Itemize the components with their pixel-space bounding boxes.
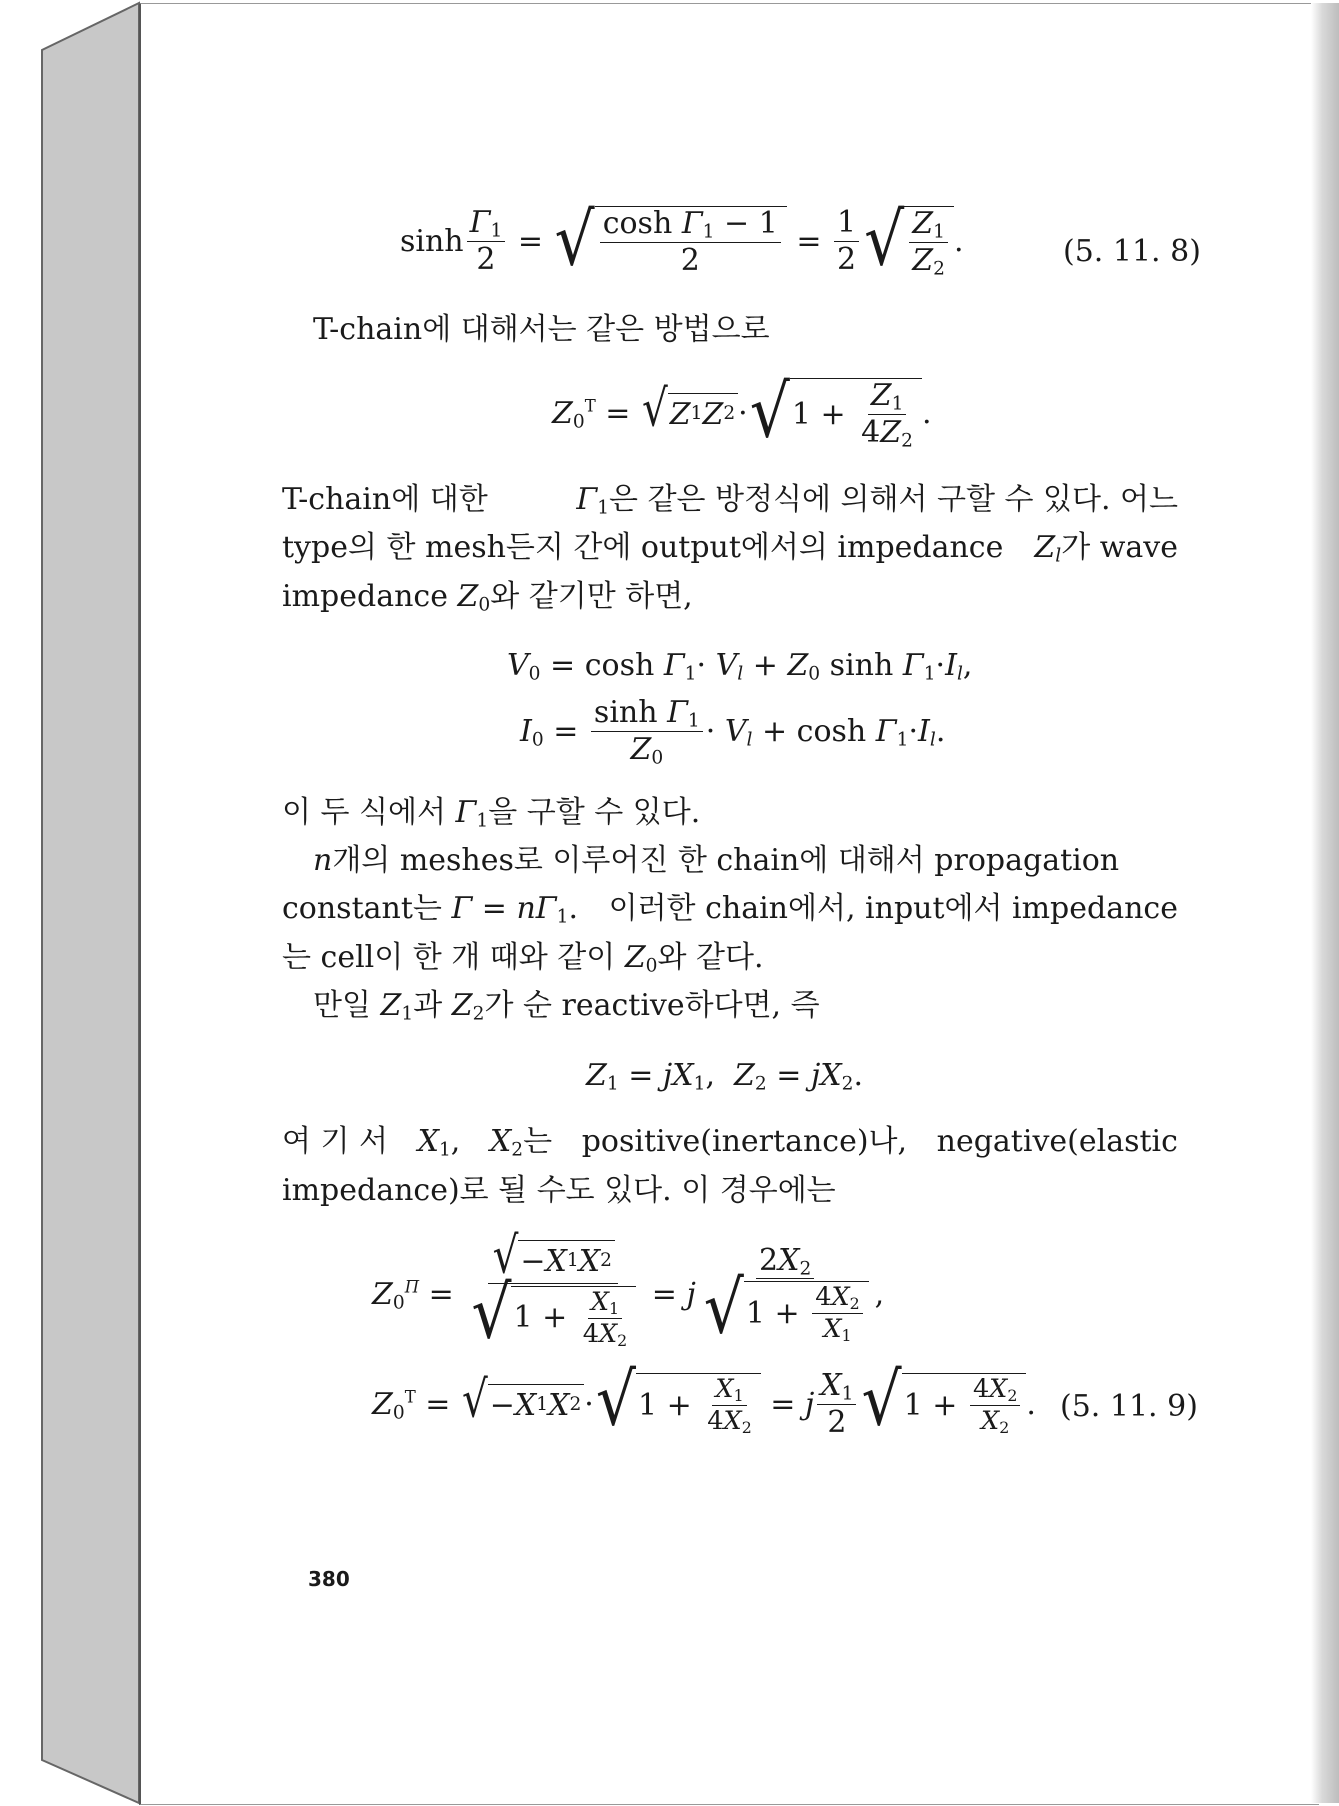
equation-5-11-8: sinh $\frac{\Gamma_1}{2}$ = √ $\frac{\cosh \Gamma_1 - 1}{2}$ = $\frac{1}{2}$ √ $\frac{Z_1}{Z_2}$ . <box>400 197 964 282</box>
equation-v0: $V_0 = \cosh \Gamma_1\cdot V_l + Z_0$ $\sinh \Gamma_1\cdot I_l$, <box>507 648 973 685</box>
text-line-2: T-chain에 대한 $\Gamma_1$은 같은 방정식에 의해서 구할 수 있다. 어느 <box>282 482 1178 519</box>
text-line-5: 이 두 식에서 $\Gamma_1$을 구할 수 있다. <box>282 795 701 832</box>
text-line-8: 는 cell이 한 개 때와 같이 $Z_0$와 같다. <box>282 940 764 977</box>
text-line-10: 여 기 서 $X_1$, $X_2$는 positive(inertance)나, negative(elastic <box>282 1124 1178 1161</box>
equation-i0: $I_0$ = $\frac{\sinh \Gamma_1}{Z_0}$ · $V_l + \cosh \Gamma_1\cdot I_l$. <box>520 695 946 769</box>
equation-number-5-11-9: (5. 11. 9) <box>1060 1389 1198 1424</box>
equation-z0t-chain: $Z_0^T$ = √ Z 1 Z 2 · √ 1 + $\frac{Z_1}{4Z_2}$ . <box>552 369 932 454</box>
text-line-4: impedance $Z_0$와 같기만 하면, <box>282 579 693 616</box>
equation-reactive-z: $Z_1 = jX_1$, $Z_2 = jX_2$. <box>586 1058 864 1095</box>
text-line-9: 만일 $Z_1$과 $Z_2$가 순 reactive하다면, 즉 <box>313 988 820 1025</box>
equation-z0-pi: $Z_0^\Pi$ = √ − X 1 X 2 √ 1 + $\frac{X_1}{4X_2}$ = j $2X_2$ √ 1 + $\frac{4X_2}{X_1}$ , <box>372 1224 885 1355</box>
text-line-7: constant는 $\Gamma = n\Gamma_1$. 이러한 chain에서, input에서 impedance <box>282 891 1178 928</box>
equation-number-5-11-8: (5. 11. 8) <box>1063 234 1201 269</box>
page-edge-shadow <box>1311 3 1339 1803</box>
text-line-1: T-chain에 대해서는 같은 방법으로 <box>313 312 770 347</box>
text-line-11: impedance)로 될 수도 있다. 이 경우에는 <box>282 1173 836 1208</box>
equation-5-11-9: $Z_0^T$ = √ − X 1 X 2 · √ 1 + $\frac{X_1}{4X_2}$ = j $\frac{X_1}{2}$ √ 1 + $\frac{4X_2}{X_2}$ . <box>372 1357 1036 1442</box>
text-line-3: type의 한 mesh든지 간에 output에서의 impedance $Z_l$가 wave <box>282 530 1178 567</box>
text-line-6: n개의 meshes로 이루어진 한 chain에 대해서 propagation <box>313 843 1120 878</box>
page-number: 380 <box>308 1567 350 1591</box>
